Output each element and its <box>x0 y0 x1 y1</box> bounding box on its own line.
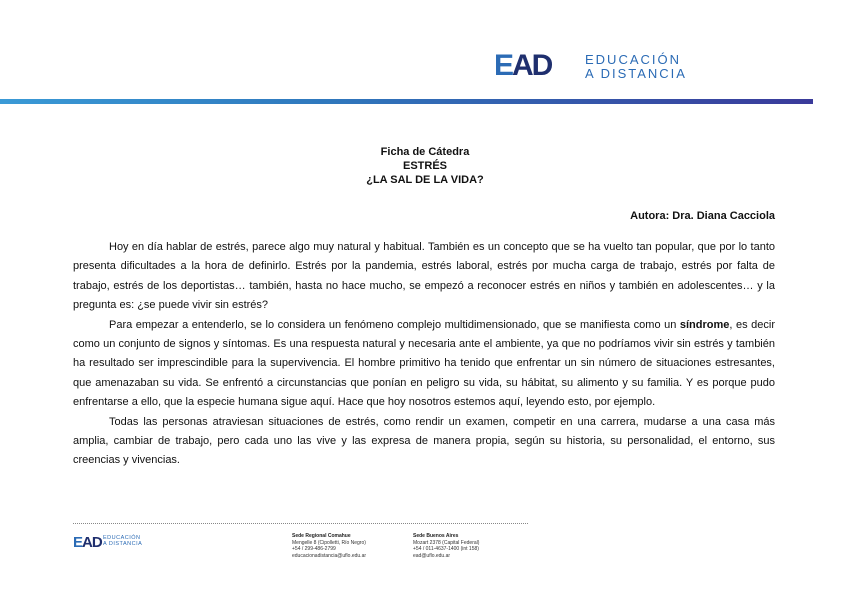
footer-logo-letters-ad: AD <box>82 534 102 551</box>
paragraph-2-bold-term: síndrome <box>679 318 730 331</box>
footer-dotted-rule <box>73 523 528 524</box>
sede-email: educacionadistancia@uflo.edu.ar <box>292 552 367 559</box>
title-line1: Ficha de Cátedra <box>380 146 470 158</box>
sede-address: Mengelle 8 (Cipolletti, Río Negro) <box>292 539 366 546</box>
ead-logo-text <box>585 53 687 80</box>
logo-line1: EDUCACIÓN <box>585 52 682 67</box>
paragraph-1: Hoy en día hablar de estrés, parece algo muy natural y habitual. También es un concepto que se ha vuelto tan popular, que por lo tanto presenta dificultades a la hora de definirlo. Estrés por la pandemia, estrés laboral, estrés por mucha carga de trabajo, estrés por falta de trabajo, estrés de los deportistas… también, hasta no hace mucho, se empezó a reconocer estrés en niños y también en adolescentes… y la pregunta es: ¿se puede vivir sin estrés? <box>73 241 775 312</box>
logo-letter-e: E <box>494 49 513 82</box>
title-line3: ¿LA SAL DE LA VIDA? <box>366 174 484 186</box>
sede-address: Mozart 2378 (Capital Federal) <box>413 539 480 546</box>
footer-sede-comahue <box>292 533 402 559</box>
footer-logo-line1: EDUCACIÓN <box>103 535 141 541</box>
document-title <box>300 145 550 187</box>
footer-ead-logo <box>73 535 173 551</box>
paragraph-2-end: , es decir como un conjunto de signos y síntomas. Es una respuesta natural y necesaria ante el ambiente, ya que no podríamos vivir sin estrés y también ha resultado ser imprescindible para la supervivencia. El hombre primitivo ha tenido que enfrentar un sin número de situaciones estresantes, que amenazaban su vida. Se enfrentó a circunstancias que ponían en peligro su vida, su hábitat, su alimento y su familia. Y es porque pudo enfrentarse a ello, que la especie humana sigue aquí. Hace que hoy nosotros estemos aquí, leyendo esto, por ejemplo. <box>73 318 775 409</box>
document-body <box>73 238 775 471</box>
ead-logo <box>494 51 714 81</box>
footer-logo-letter-e: E <box>73 534 83 551</box>
logo-letters-ad: AD <box>512 49 552 82</box>
paragraph-2 <box>73 316 775 413</box>
logo-line2: A DISTANCIA <box>585 66 687 81</box>
sede-phone: +54 / 011-4637-1400 (int 158) <box>413 546 479 552</box>
header-gradient-rule <box>0 99 813 104</box>
sede-phone: +54 / 299-486-2799 <box>292 546 336 552</box>
sede-title: Sede Regional Comahue <box>292 533 351 539</box>
sede-email: ead@uflo.edu.ar <box>413 552 451 559</box>
title-line2: ESTRÉS <box>402 160 447 172</box>
sede-title: Sede Buenos Aires <box>413 533 459 539</box>
paragraph-3: Todas las personas atraviesan situaciones de estrés, como rendir un examen, competir en una carrera, mudarse a una casa más amplia, cambiar de trabajo, pero cada uno las vive y las expresa de manera propia, según su historia, su personalidad, el entorno, sus creencias y vivencias. <box>73 415 775 467</box>
author-line: Autora: Dra. Diana Cacciola <box>630 210 775 222</box>
paragraph-2-start: Para empezar a entenderlo, se lo considera un fenómeno complejo multidimensionado, que se manifiesta como un <box>109 318 680 331</box>
ead-logo-mark <box>494 51 551 81</box>
footer-logo-text <box>103 535 142 547</box>
footer-logo-mark <box>73 535 102 550</box>
footer-sede-buenos-aires <box>413 533 533 559</box>
footer-logo-line2: A DISTANCIA <box>103 541 143 547</box>
